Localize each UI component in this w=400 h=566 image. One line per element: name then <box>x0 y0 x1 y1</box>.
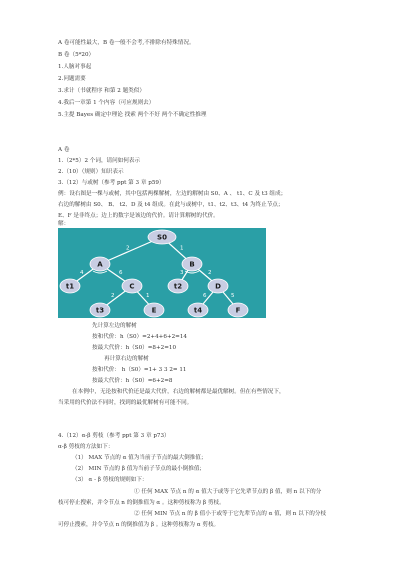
section-4-line: 枝可停止搜索，并令节点 n 的倒推值为 α 。这种剪枝称为 β 剪枝。 <box>58 500 225 506</box>
tree-node-label: E <box>151 306 157 315</box>
tree-edge-cost: 1 <box>146 293 150 299</box>
section-a-line: 右边的解树由 S0、 B、 t2、D 及 t4 组成。在此与或树中，t1、t2、t3、t4 为终止节点； <box>58 202 284 208</box>
tree-node-label: t1 <box>65 282 75 291</box>
section-4-line: （3） α - β 剪枝的规则如下： <box>72 477 148 483</box>
intro-line: 3.求计（书就程序 和第 2 题类似） <box>58 88 145 94</box>
section-a-line: 1.（2*5）2 个词，请问如何表示 <box>58 158 141 164</box>
tree-node-label: B <box>189 260 195 269</box>
tree-node-label: D <box>215 282 221 291</box>
tree-edge-cost: 2 <box>208 270 212 276</box>
tree-node-label: t2 <box>173 282 183 291</box>
solution-line: 当采用的代价法不同时，找到的最优解树有可能不同。 <box>58 400 193 406</box>
tree-node-label: t3 <box>95 306 105 315</box>
solution-label: 解： <box>58 221 70 227</box>
solution-line: 按最大代价：h（S0）=8+2=10 <box>92 345 177 351</box>
and-or-tree-svg <box>58 228 266 318</box>
section-a-line: E、F 是非终点；边上的数字是该边的代价。请计算解树的代价。 <box>58 213 219 219</box>
tree-edge-cost: 4 <box>80 270 84 276</box>
solution-line: 再计算右边的解树 <box>104 356 149 362</box>
solution-line: 按最大代价：h（S0）=6+2=8 <box>92 378 173 384</box>
tree-edge-cost: 2 <box>111 293 115 299</box>
intro-line: 5.主提 Bayes 确定中理论 找索 两个不好 两个不确定性推理 <box>58 112 207 118</box>
intro-line: 1.人脑对事起 <box>58 64 92 70</box>
tree-node-label: S0 <box>157 233 167 242</box>
section-4-line: 可停止搜索，并令节点 n 的倒推值为 β 。这种剪枝称为 α 剪枝。 <box>58 522 220 528</box>
solution-line: 在本例中，无论按和代价还是最大代价，右边的解树都是最优解树。但在有些情况下， <box>72 389 285 395</box>
tree-node-label: A <box>97 260 103 269</box>
solution-line: 按和代价：h（S0）=2+4+6+2=14 <box>92 334 187 340</box>
tree-edge-cost: 6 <box>203 293 207 299</box>
section-4-line: （1） MAX 节点的 α 值为当前子节点的最大倒推值； <box>72 455 207 461</box>
section-a-line: 3.（12）与或树（参考 ppt 第 3 章 p59） <box>58 180 165 186</box>
section-a-title: A 卷 <box>58 147 70 153</box>
tree-edge-cost: 2 <box>126 245 130 252</box>
intro-line: B 卷（5*20） <box>58 52 95 58</box>
intro-line: 2.问题需要 <box>58 76 86 82</box>
section-a-line: 例：设右图是一棵与或树，其中包括两棵解树，左边的解树由 S0、A 、 t1、C 及 t3 组成； <box>58 191 287 197</box>
tree-edge-cost: 3 <box>180 270 184 276</box>
and-or-tree-figure <box>58 228 266 318</box>
tree-edge-cost: 6 <box>119 270 123 276</box>
tree-node-label: C <box>129 282 135 291</box>
section-4-line: （2） MIN 节点的 β 值为当前子节点的最小倒推值； <box>72 466 206 472</box>
section-4-line: α-β 剪枝的方法如下： <box>58 444 114 450</box>
intro-line: 4.我后一章第 1 个内容（可应规则去） <box>58 100 155 106</box>
solution-line: 按和代价： h（S0）=1+ 3 3 2= 11 <box>92 367 187 373</box>
section-a-line: 2.（10）（规则）知识表示 <box>58 169 124 175</box>
section-4-title: 4.（12）α-β 剪枝（参考 ppt 第 3 章 p73） <box>58 433 170 439</box>
section-4-line: ② 任何 MIN 节点 n 的 β 值小于或等于它先辈节点的 α 值，则 n 以下的分枝 <box>134 511 327 517</box>
tree-node-label: F <box>235 306 241 315</box>
tree-edge-cost: 1 <box>180 245 184 252</box>
section-4-line: ① 任何 MAX 节点 n 的 α 值大于或等于它先辈节点的 β 值，则 n 以下的分 <box>134 489 322 495</box>
intro-line: A 卷可能性最大，B 卷一般不会考,不排除有特殊情况。 <box>58 40 195 46</box>
solution-line: 先计算左边的解树 <box>92 323 137 329</box>
tree-node-label: t4 <box>193 306 203 315</box>
tree-edge-cost: 5 <box>231 293 235 299</box>
